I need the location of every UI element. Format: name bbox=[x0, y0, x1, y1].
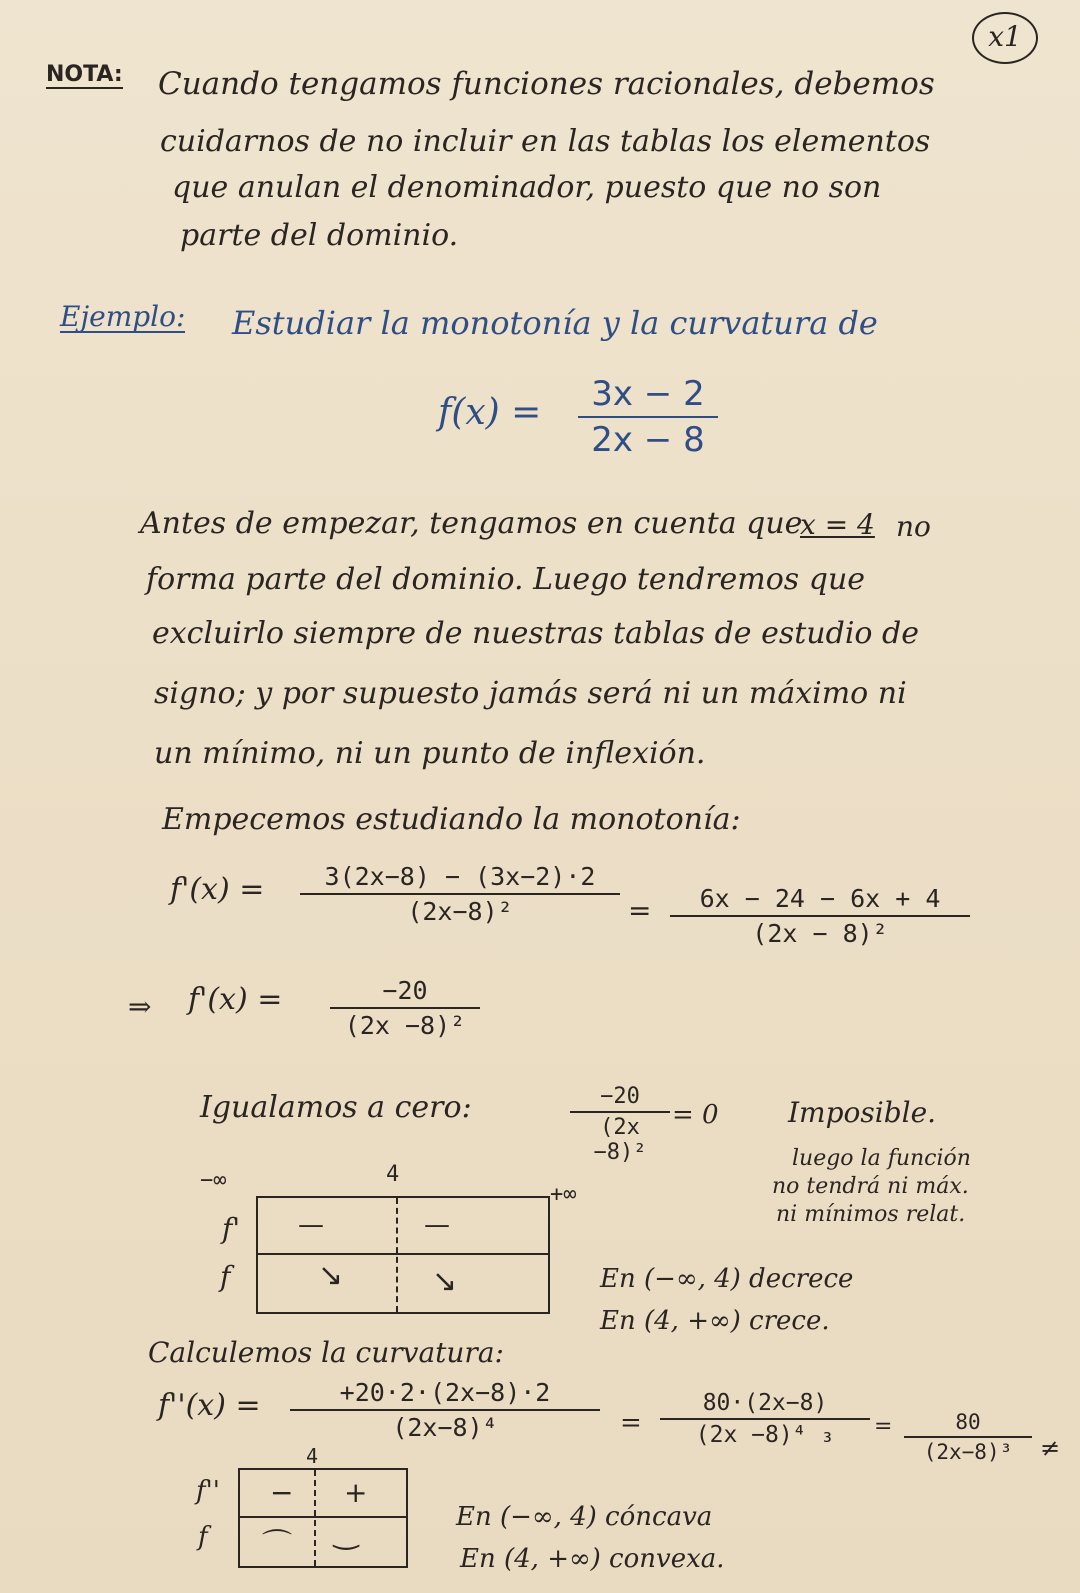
derivative1-numerator: 3(2x−8) − (3x−2)·2 bbox=[324, 862, 596, 891]
derivative1b-denominator: (2x − 8)² bbox=[752, 919, 888, 948]
derivative1c-fraction bbox=[330, 976, 480, 1040]
derivative2-lhs: f''(x) = bbox=[158, 1388, 261, 1423]
impossible-note-1: luego la función bbox=[792, 1146, 971, 1171]
intro-x-tail: no bbox=[896, 510, 931, 543]
derivative1c-numerator: −20 bbox=[382, 976, 428, 1005]
table1-point: 4 bbox=[386, 1162, 400, 1187]
table1-row1-label: f' bbox=[222, 1212, 241, 1245]
table1-sign-right: — bbox=[424, 1210, 450, 1240]
table2-shape-left: ⌒ bbox=[262, 1528, 292, 1563]
derivative2c-numerator: 80 bbox=[955, 1410, 981, 1434]
table1-row2-label: f bbox=[220, 1260, 231, 1293]
derivative1-denominator: (2x−8)² bbox=[407, 897, 513, 926]
derivative2b-numerator: 80·(2x−8) bbox=[702, 1390, 828, 1416]
impossible-note-2: no tendrá ni máx. bbox=[772, 1174, 969, 1199]
derivative1c-denominator: (2x −8)² bbox=[344, 1011, 466, 1040]
intro-line-4: signo; y por supuesto jamás será ni un máximo ni bbox=[154, 676, 907, 711]
impossible-note-3: ni mínimos relat. bbox=[776, 1202, 966, 1227]
derivative2-denominator: (2x−8)⁴ bbox=[392, 1413, 498, 1442]
zero-denominator: (2x −8)² bbox=[593, 1115, 647, 1165]
derivative1c-lhs: f'(x) = bbox=[188, 982, 283, 1017]
derivative2b-fraction bbox=[660, 1390, 870, 1448]
impossible-label: Imposible. bbox=[788, 1096, 937, 1129]
intro-x-value: x = 4 bbox=[800, 508, 875, 541]
intro-line-5: un mínimo, ni un punto de inflexión. bbox=[154, 736, 706, 771]
derivative1-equals: = bbox=[628, 894, 652, 927]
table1-right-inf: +∞ bbox=[550, 1182, 577, 1207]
derivative2c-fraction bbox=[904, 1410, 1032, 1464]
derivative2b-denominator: (2x −8)⁴ ₃ bbox=[695, 1422, 835, 1448]
derivative1-lhs: f'(x) = bbox=[170, 872, 265, 907]
zero-fraction bbox=[570, 1084, 670, 1165]
derivative1b-fraction bbox=[670, 884, 970, 948]
table2-sign-right: + bbox=[344, 1476, 368, 1509]
nota-line-2: cuidarnos de no incluir en las tablas los elementos bbox=[160, 124, 931, 159]
monotonia-result-2: En (4, +∞) crece. bbox=[600, 1306, 830, 1336]
nota-label: NOTA: bbox=[46, 62, 123, 87]
intro-line-1: Antes de empezar, tengamos en cuenta que bbox=[140, 506, 803, 541]
monotonia-heading: Empecemos estudiando la monotonía: bbox=[162, 802, 741, 837]
zero-rhs: = 0 bbox=[672, 1100, 719, 1130]
function-denominator: 2x − 8 bbox=[591, 420, 705, 460]
table2-row1-label: f'' bbox=[196, 1476, 220, 1506]
derivative2-not-equal: ≠ bbox=[1040, 1434, 1061, 1462]
table1-arrow-left: ↘ bbox=[318, 1258, 344, 1293]
curvatura-result-2: En (4, +∞) convexa. bbox=[460, 1544, 725, 1574]
derivative1b-numerator: 6x − 24 − 6x + 4 bbox=[699, 884, 941, 913]
function-lhs: f(x) = bbox=[438, 392, 542, 433]
function-fraction bbox=[578, 374, 718, 460]
intro-line-3: excluirlo siempre de nuestras tablas de estudio de bbox=[152, 616, 919, 651]
table1-left-inf: −∞ bbox=[200, 1168, 227, 1193]
table1-sign-left: — bbox=[298, 1210, 324, 1240]
derivative2-fraction bbox=[290, 1378, 600, 1442]
monotonia-result-1: En (−∞, 4) decrece bbox=[600, 1264, 854, 1294]
intro-line-2: forma parte del dominio. Luego tendremos que bbox=[146, 562, 866, 597]
implies-arrow: ⇒ bbox=[128, 990, 152, 1023]
derivative2-equals-2: = bbox=[874, 1414, 893, 1439]
ejemplo-label: Ejemplo: bbox=[60, 300, 186, 333]
derivative2-equals-1: = bbox=[620, 1408, 642, 1438]
nota-line-4: parte del dominio. bbox=[180, 218, 459, 253]
curvatura-heading: Calculemos la curvatura: bbox=[148, 1336, 504, 1369]
ejemplo-statement: Estudiar la monotonía y la curvatura de bbox=[232, 304, 878, 342]
derivative1-fraction bbox=[300, 862, 620, 926]
table1-arrow-right: ↘ bbox=[432, 1264, 458, 1299]
derivative2-numerator: +20·2·(2x−8)·2 bbox=[339, 1378, 551, 1407]
table2-shape-right: ‿ bbox=[334, 1516, 359, 1551]
table2-sign-left: − bbox=[270, 1476, 294, 1509]
zero-numerator: −20 bbox=[600, 1084, 640, 1109]
curvatura-result-1: En (−∞, 4) cóncava bbox=[456, 1502, 713, 1532]
function-numerator: 3x − 2 bbox=[591, 374, 705, 414]
table2-point: 4 bbox=[306, 1444, 319, 1468]
nota-line-1: Cuando tengamos funciones racionales, debemos bbox=[158, 66, 935, 102]
table2-row2-label: f bbox=[198, 1522, 208, 1552]
nota-line-3: que anulan el denominador, puesto que no son bbox=[172, 170, 882, 205]
page-number: x1 bbox=[972, 12, 1038, 64]
zero-label: Igualamos a cero: bbox=[200, 1090, 472, 1125]
derivative2c-denominator: (2x−8)³ bbox=[923, 1440, 1013, 1464]
